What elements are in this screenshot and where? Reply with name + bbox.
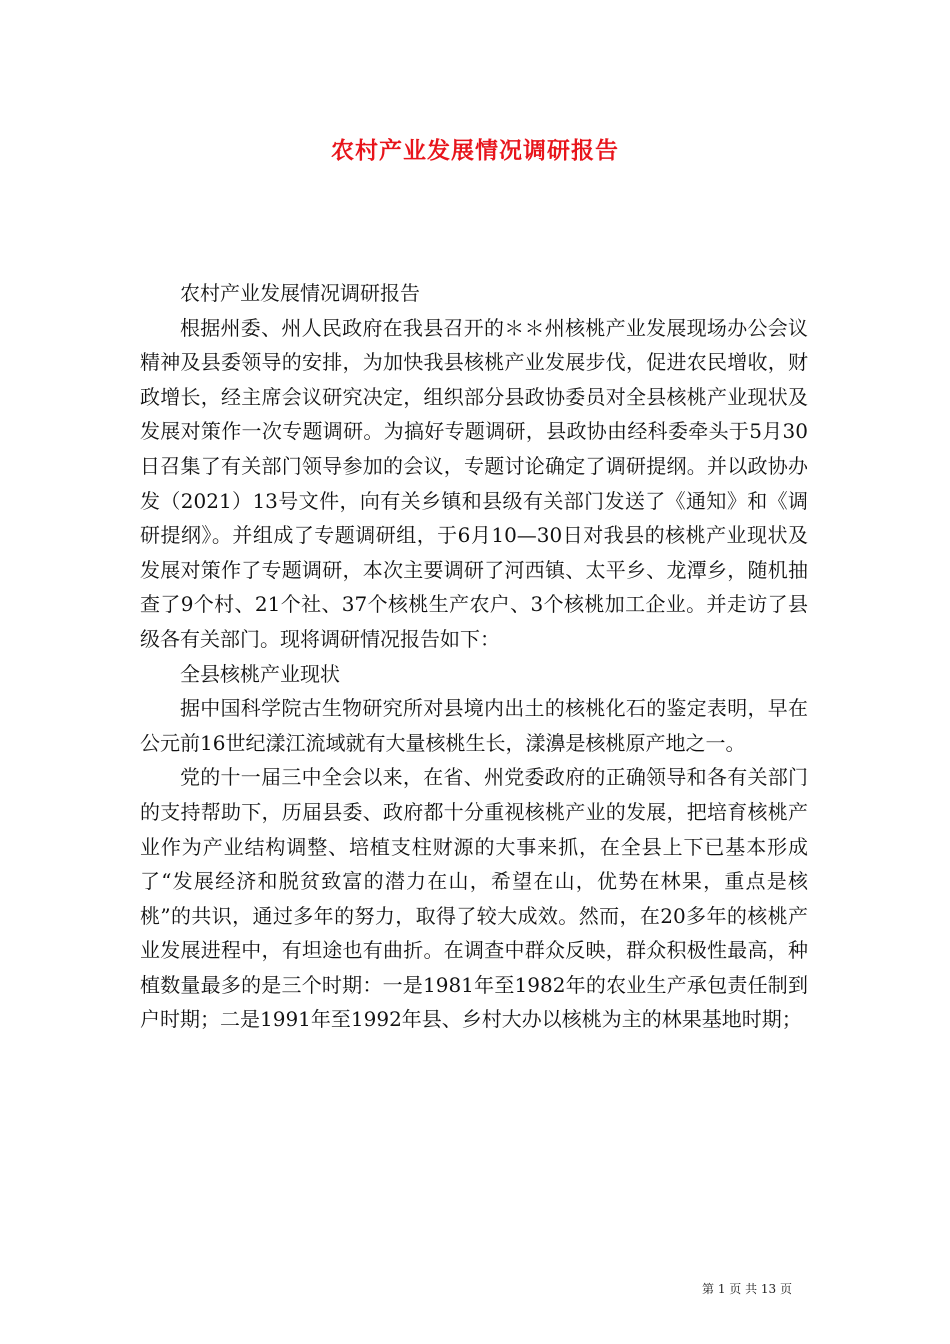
- document-title: 农村产业发展情况调研报告: [331, 137, 619, 164]
- page-number-footer: 第 1 页 共 13 页: [702, 1282, 792, 1296]
- document-body: [140, 276, 808, 1037]
- body-paragraph-heading: 农村产业发展情况调研报告: [180, 281, 420, 305]
- body-paragraph: 党的十一届三中全会以来，在省、州党委政府的正确领导和各有关部门的支持帮助下，历届县委、政府都十分重视核桃产业的发展，把培育核桃产业作为产业结构调整、培植支柱财源的大事来抓，在全县上下已基本形成了“发展经济和脱贫致富的潜力在山，希望在山，优势在林果，重点是核桃”的共识，通过多年的努力，取得了较大成效。然而，在20多年的核桃产业发展进程中，有坦途也有曲折。在调查中群众反映，群众积极性最高，种植数量最多的是三个时期：一是1981年至1982年的农业生产承包责任制到户时期；二是1991年至1992年县、乡村大办以核桃为主的林果基地时期；: [140, 765, 808, 1032]
- body-paragraph: 据中国科学院古生物研究所对县境内出土的核桃化石的鉴定表明，早在公元前16世纪漾江流域就有大量核桃生长，漾濞是核桃原产地之一。: [140, 696, 808, 755]
- section-heading: 全县核桃产业现状: [180, 661, 340, 686]
- body-paragraph: 根据州委、州人民政府在我县召开的＊＊州核桃产业发展现场办公会议精神及县委领导的安排，为加快我县核桃产业发展步伐，促进农民增收，财政增长，经主席会议研究决定，组织部分县政协委员对全县核桃产业现状及发展对策作一次专题调研。为搞好专题调研，县政协由经科委牵头于5月30日召集了有关部门领导参加的会议，专题讨论确定了调研提纲。并以政协办发（2021）13号文件，向有关乡镇和县级有关部门发送了《通知》和《调研提纲》。并组成了专题调研组，于6月10—30日对我县的核桃产业现状及发展对策作了专题调研，本次主要调研了河西镇、太平乡、龙潭乡，随机抽查了9个村、21个社、37个核桃生产农户、3个核桃加工企业。并走访了县级各有关部门。现将调研情况报告如下：: [140, 315, 808, 651]
